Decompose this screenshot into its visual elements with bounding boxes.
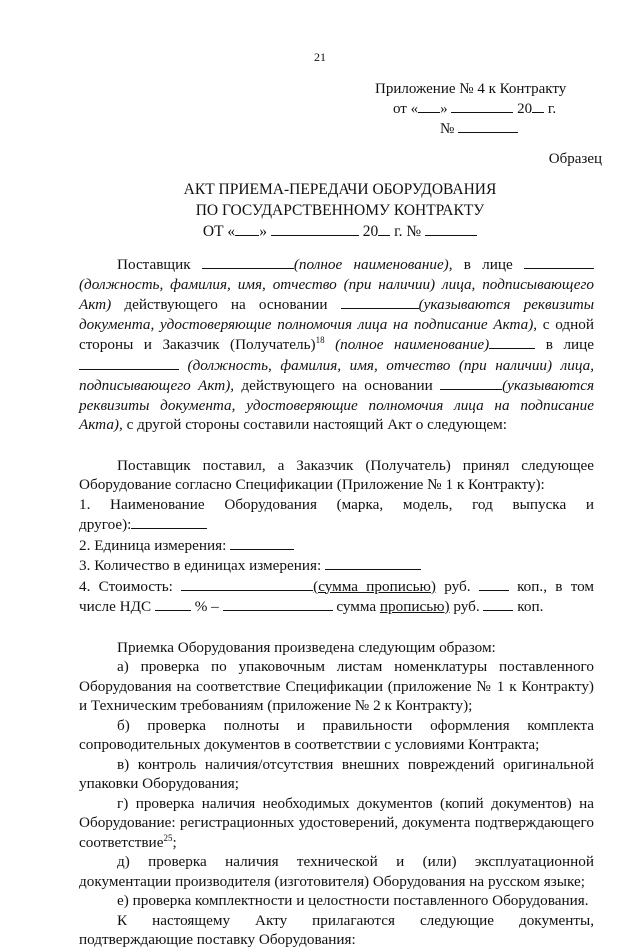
check-b: б) проверка полноты и правильности оформления комплекта сопроводительных документов в соответствии с условиями Контракта; — [79, 716, 594, 753]
item-4-cost: 4. Стоимость: (сумма прописью) руб. коп., в том — [79, 577, 595, 595]
title-line-3: ОТ « » 20 г. № — [0, 221, 640, 242]
document-title — [0, 179, 640, 242]
check-e2: е) проверка комплектности и целостности поставленного Оборудования. — [117, 892, 589, 909]
item-4-vat: числе НДС % – сумма прописью) руб. коп. — [79, 598, 544, 615]
title-line-1: АКТ ПРИЕМА-ПЕРЕДАЧИ ОБОРУДОВАНИЯ — [183, 181, 497, 198]
item-1-name: 1. Наименование Оборудования (марка, модель, год выпуска и — [79, 495, 594, 513]
appendix-number-line: № — [375, 118, 566, 138]
page-number: 21 — [314, 50, 326, 64]
check-c: в) контроль наличия/отсутствия внешних повреждений оригинальной упаковки Оборудования; — [79, 755, 594, 792]
appendix-header — [375, 80, 566, 138]
appendix-title: Приложение № 4 к Контракту — [375, 81, 567, 97]
item-3-quantity: 3. Количество в единицах измерения: — [79, 555, 594, 576]
delivery-intro: Поставщик поставил, а Заказчик (Получатель) принял следующее Оборудование согласно Спецификации (Приложение № 1 к Контракту): — [79, 456, 594, 493]
parties-paragraph: Поставщик (полное наименование), в лице (должность, фамилия, имя, отчество (при наличии) лица, подписывающего Акт) действующего на основании (указываются реквизиты документа, удостоверяющие полномочия лица на подписание Акта), с одной стороны и Заказчик (Получатель)$^{18}$ (полное наименование) в лице (должность, фамилия, имя, отчество (при наличии) лица, подписывающего Акт), действующего на основании (указываются реквизиты документа, удостоверяющие полномочия лица на подписание Акта), с другой стороны составили настоящий Акт о следующем: — [79, 256, 595, 433]
check-d: г) проверка наличия необходимых документов (копий документов) на Оборудование: регистрационных удостоверений, документа подтверждающего соответствие$^{25}$; — [79, 794, 594, 851]
title-line-2: ПО ГОСУДАРСТВЕННОМУ КОНТРАКТУ — [195, 202, 485, 219]
sample-label: Образец — [548, 151, 602, 167]
check-e1: д) проверка наличия технической и (или) эксплуатационной документации производителя (изготовителя) Оборудования на русском языке; — [79, 853, 594, 890]
item-1-other: другое): — [79, 514, 594, 535]
appendix-date-line: от « » 20 г. — [375, 98, 566, 118]
document-body — [79, 254, 594, 950]
check-a: а) проверка по упаковочным листам номенклатуры поставленного Оборудования на соответствие Спецификации (приложение № 1 к Контракту) и Техническим требованиям (приложение № 2 к Контракту); — [79, 658, 594, 714]
item-2-unit: 2. Единица измерения: — [79, 535, 594, 556]
acceptance-intro: Приемка Оборудования произведена следующим образом: — [117, 638, 496, 656]
attachments-intro: К настоящему Акту прилагаются следующие документы, подтверждающие поставку Оборудования: — [79, 911, 594, 948]
